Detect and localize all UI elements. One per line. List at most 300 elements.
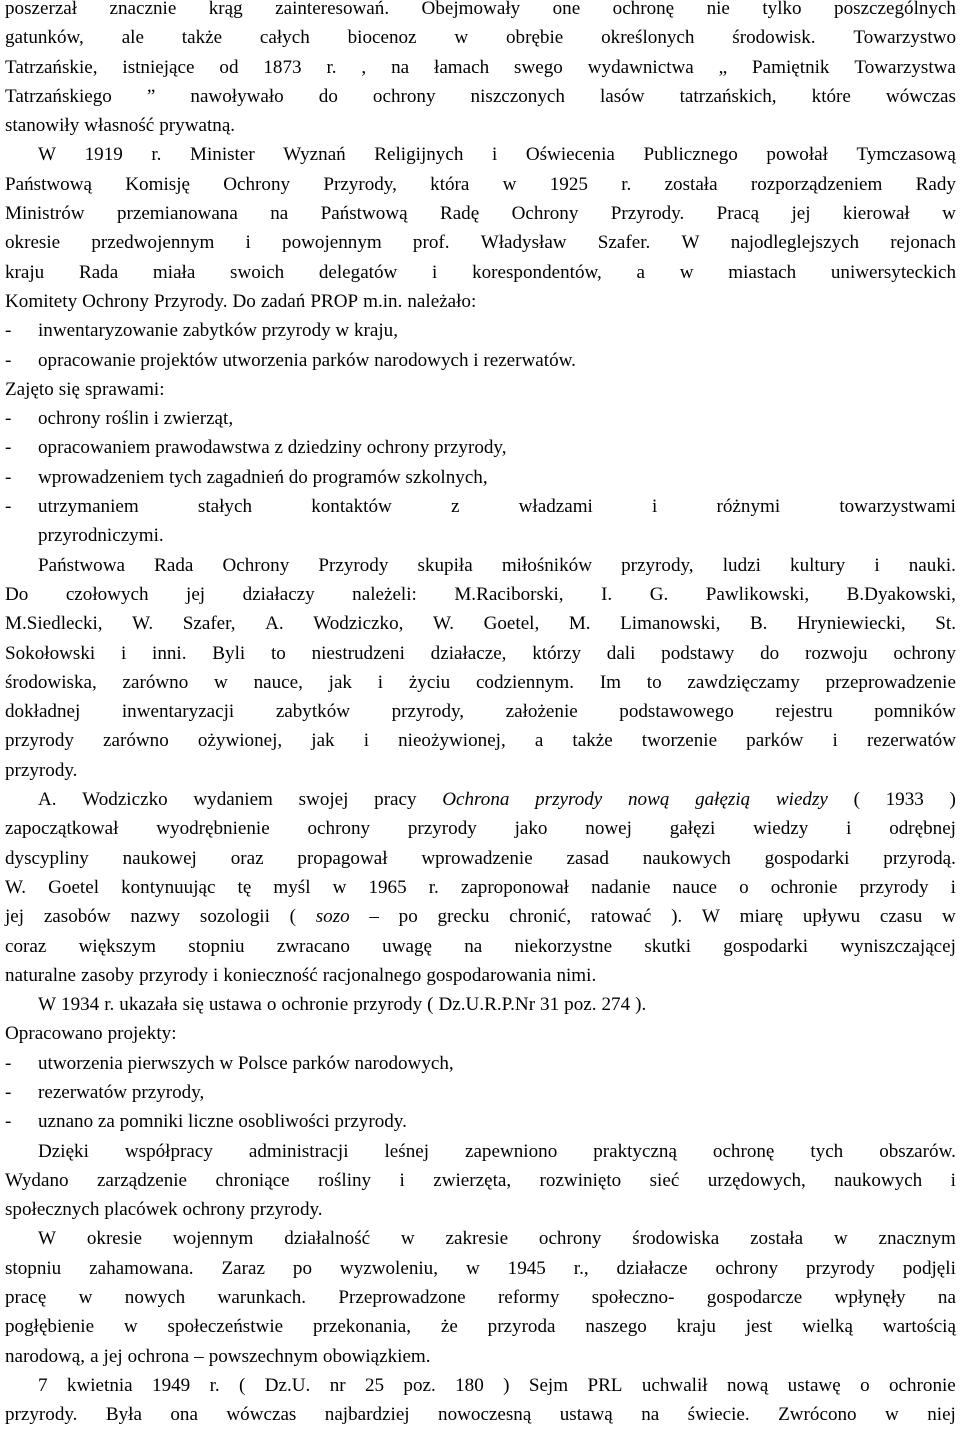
word: W. (132, 613, 154, 635)
word: jej (103, 1345, 123, 1367)
word: jej (5, 906, 25, 928)
word: ). (635, 994, 647, 1016)
word: Ochrony (511, 203, 579, 225)
word: Dz.U. (264, 1374, 311, 1396)
word: 1965 (368, 876, 407, 898)
word: wprowadzenie (421, 847, 533, 869)
word: ustawą (559, 1404, 613, 1426)
word: i (432, 261, 438, 283)
word: to (646, 671, 662, 693)
word: o (739, 876, 749, 898)
word: skutki (644, 935, 692, 957)
word: większym (78, 935, 157, 957)
word: naturalne (5, 964, 77, 986)
word: nauki. (908, 554, 956, 576)
word: zwierzęta, (433, 1169, 512, 1191)
word: ochronę (712, 1140, 775, 1162)
word: jest (745, 1316, 773, 1338)
word: a (534, 730, 544, 752)
word: także (572, 730, 613, 752)
word: w (332, 876, 347, 898)
word: Do (5, 583, 29, 605)
word: gatunków, (5, 27, 84, 49)
text-line (5, 1137, 956, 1166)
word: r. (326, 56, 337, 78)
word: ustawa (208, 994, 262, 1016)
word: konieczność (223, 964, 318, 986)
word: praktyczną (593, 1140, 677, 1162)
word: Wyznań (283, 144, 346, 166)
text-line (5, 873, 956, 902)
word: jak (311, 730, 335, 752)
text-line (5, 375, 956, 404)
word: sozo (315, 906, 350, 928)
word: Goetel (48, 876, 100, 898)
word: M.Siedlecki, (5, 613, 103, 635)
word: i (950, 876, 956, 898)
word: a (90, 1345, 99, 1367)
word: M.Raciborski, (454, 583, 564, 605)
text-line (5, 1400, 956, 1429)
word: r. (209, 1374, 220, 1396)
word: I. (601, 583, 613, 605)
text-line (5, 140, 956, 169)
word: także (181, 27, 223, 49)
word: miastach (728, 261, 797, 283)
word: działacze (616, 1257, 688, 1279)
text-line (5, 492, 956, 521)
word: zasobów (43, 906, 111, 928)
word: czołowych (65, 583, 149, 605)
word: 1925 (549, 173, 588, 195)
word: Przyrody. (153, 290, 228, 312)
word: środowiska (632, 1228, 720, 1250)
word: Byli (212, 642, 246, 664)
word: i (363, 730, 370, 752)
word: przyrody, (391, 701, 465, 723)
word: inwentaryzacji (121, 701, 235, 723)
bullet-text: rezerwatów przyrody, (38, 1081, 205, 1103)
word: Publicznego (643, 144, 738, 166)
word: ochronie (281, 994, 349, 1016)
word: zasad (566, 847, 609, 869)
text-line (5, 1224, 956, 1253)
word: przyroda (487, 1316, 556, 1338)
word: rośliny (318, 1169, 372, 1191)
word: dali (606, 642, 636, 664)
word: obowiązkiem. (322, 1345, 431, 1367)
word: Zaraz (221, 1257, 265, 1279)
word: gałęzi (669, 818, 716, 840)
word: określonych (601, 27, 695, 49)
word: miłośników (501, 554, 592, 576)
word: po (398, 906, 418, 928)
word: przyrody (535, 789, 603, 811)
word: Rada (78, 261, 119, 283)
word: 180 (455, 1374, 484, 1396)
word: placówek (104, 1199, 178, 1221)
word: została (750, 1228, 804, 1250)
word: W (38, 994, 57, 1016)
word: naukowej (122, 847, 197, 869)
word: zainteresowań. (275, 0, 390, 19)
word: nauce, (253, 671, 303, 693)
word: ochrony (893, 642, 956, 664)
word: tylko (762, 0, 802, 19)
word: zapoczątkował (5, 818, 119, 840)
word: którzy (532, 642, 581, 664)
word: na (937, 1287, 956, 1309)
text-line (5, 756, 956, 785)
word: przekonania, (312, 1316, 412, 1338)
word: a (636, 261, 646, 283)
word: tatrzańskich, (679, 85, 777, 107)
word: gałęzią (695, 789, 751, 811)
word: 1945 (507, 1257, 546, 1279)
word: poszczególnych (834, 0, 956, 19)
word: Pawlikowski, (705, 583, 810, 605)
text-line (5, 1195, 956, 1224)
word: A. (38, 789, 57, 811)
word: zaproponował (460, 876, 569, 898)
word: pogłębienie (5, 1316, 95, 1338)
word: własność (84, 115, 155, 137)
word: do (760, 642, 780, 664)
word: uchwalił (641, 1374, 708, 1396)
word: Do (232, 290, 256, 312)
word: Rady (915, 173, 956, 195)
word: na (464, 935, 483, 957)
word: i (846, 818, 852, 840)
word: powołał (766, 144, 828, 166)
word: wydaniem (193, 789, 273, 811)
word: zarządzenie (96, 1169, 188, 1191)
bullet-dash: - (5, 437, 12, 459)
text-line (5, 551, 956, 580)
word: 1873 (263, 56, 302, 78)
word: przyrody, (621, 554, 694, 576)
word: zadań (260, 290, 306, 312)
word: miała (152, 261, 196, 283)
bullet-text: ochrony roślin i zwierząt, (38, 408, 234, 430)
word: wpłynęły (834, 1287, 906, 1309)
word: i (491, 144, 498, 166)
word: Szafer. (597, 232, 651, 254)
word: r. (621, 173, 632, 195)
word: ludzi (722, 554, 761, 576)
word: kraju (5, 261, 45, 283)
word: zwracano (276, 935, 350, 957)
word: od (219, 56, 239, 78)
word: jej (791, 203, 811, 225)
word: obrębie (506, 27, 564, 49)
word: – (194, 1345, 204, 1367)
word: niekorzystne (514, 935, 613, 957)
word: m.in. (363, 290, 403, 312)
word: Towarzystwo (853, 27, 956, 49)
word: i (377, 671, 384, 693)
word: przyrody (859, 876, 929, 898)
word: okresie (5, 232, 61, 254)
word: wojennym (172, 1228, 254, 1250)
word: Zwrócono (778, 1404, 857, 1426)
word: Przyrody (318, 554, 389, 576)
word: naukowych (642, 847, 731, 869)
word: jej (186, 583, 206, 605)
word: wartością (882, 1316, 956, 1338)
word: Dz.U.R.P.Nr (438, 994, 536, 1016)
word: zakresie (445, 1228, 509, 1250)
word: poszerzał (5, 0, 78, 19)
word: w (942, 203, 956, 225)
word: projekty: (107, 1023, 177, 1045)
word: B.Dyakowski, (846, 583, 956, 605)
word: nową (726, 1374, 769, 1396)
word: ( (239, 1374, 246, 1396)
word: przemianowana (116, 203, 238, 225)
word: G. (649, 583, 669, 605)
word: uwagę (382, 935, 432, 957)
word: chronić, (509, 906, 572, 928)
word: i (399, 1169, 405, 1191)
word: najodleglejszych (730, 232, 859, 254)
word: narodową, (5, 1345, 86, 1367)
word: która (430, 173, 470, 195)
word: rejestru (775, 701, 833, 723)
word: Zajęto (5, 378, 54, 400)
word: rozwoju (804, 642, 868, 664)
word: Wydano (5, 1169, 69, 1191)
word: Ochrona (442, 789, 510, 811)
word: kontynuując (121, 876, 216, 898)
word: Ministrów (5, 203, 85, 225)
word: zarówno (103, 730, 169, 752)
word: należało: (407, 290, 477, 312)
word: władzami (518, 496, 593, 518)
word: przyrody. (5, 759, 78, 781)
bullet-dash: - (5, 466, 12, 488)
word: 1933 (885, 789, 924, 811)
word: do (318, 85, 338, 107)
word: stanowiły (5, 115, 80, 137)
word: w (833, 1228, 848, 1250)
word: Wodziczko (82, 789, 168, 811)
word: Państwową (5, 173, 92, 195)
word: ochronę (612, 0, 675, 19)
word: podjęli (902, 1257, 956, 1279)
word: poz. (403, 1374, 436, 1396)
word: społeczno- (591, 1287, 675, 1309)
text-line (5, 726, 956, 755)
word: Tatrzańskiego (5, 85, 112, 107)
word: Minister (189, 144, 255, 166)
word: ). (671, 906, 683, 928)
word: całych (259, 27, 310, 49)
word: powojennym (282, 232, 382, 254)
word: i (245, 232, 251, 254)
word: Szafer, (182, 613, 236, 635)
word: o (266, 994, 277, 1016)
word: ratować (590, 906, 652, 928)
word: jako (514, 818, 548, 840)
text-line (5, 814, 956, 843)
bullet-dash: - (5, 408, 12, 430)
word: to (270, 642, 286, 664)
word: dokładnej (5, 701, 81, 723)
word: 25 (364, 1374, 385, 1396)
word: rozwinięto (539, 1169, 622, 1191)
word: pracy (374, 789, 417, 811)
word: W. (432, 613, 455, 635)
word: „ (718, 56, 728, 78)
word: urzędowych, (707, 1169, 806, 1191)
word: przyrody (353, 994, 423, 1016)
word: i (120, 642, 127, 664)
word: rezerwatów (866, 730, 956, 752)
word: ( (853, 789, 860, 811)
word: i (652, 496, 658, 518)
word: nawoływało (190, 85, 284, 107)
word: reformy (497, 1287, 560, 1309)
word: Dzięki (38, 1140, 89, 1162)
text-line (5, 990, 956, 1019)
word: 1949 (152, 1374, 191, 1396)
word: skupiła (417, 554, 473, 576)
word: najbardziej (324, 1404, 410, 1426)
text-line (5, 433, 956, 462)
word: PROP (310, 290, 359, 312)
word: propagował (297, 847, 388, 869)
text-line (5, 844, 956, 873)
word: wyodrębnienie (156, 818, 270, 840)
word: A. (265, 613, 284, 635)
word: stałych (197, 496, 253, 518)
word: Państwowa (38, 554, 125, 576)
word: życiu (408, 671, 451, 693)
word: środowiska, (5, 671, 97, 693)
word: Przyrody, (323, 173, 397, 195)
word: Oświecenia (525, 144, 615, 166)
word: wówczas (226, 1404, 297, 1426)
word: gospodarki (764, 847, 850, 869)
text-line (5, 199, 956, 228)
word: korespondentów, (472, 261, 602, 283)
word: które (811, 85, 851, 107)
word: Radę (439, 203, 480, 225)
word: W (701, 906, 720, 928)
word: Obejmowały (421, 0, 521, 19)
word: – (369, 906, 379, 928)
word: niestrudzeni (311, 642, 405, 664)
word: Przeprowadzone (338, 1287, 466, 1309)
word: ( (427, 994, 434, 1016)
word: założenie (505, 701, 578, 723)
word: Sejm (528, 1374, 569, 1396)
word: działacze, (430, 642, 507, 664)
word: społecznych (5, 1199, 100, 1221)
word: wiedzy (775, 789, 828, 811)
word: z (450, 496, 460, 518)
word: się (58, 378, 80, 400)
word: wydawnictwa (587, 56, 694, 78)
word: W (681, 232, 700, 254)
word: prywatną. (159, 115, 236, 137)
word: Religijnych (374, 144, 464, 166)
word: Limanowski, (620, 613, 721, 635)
word: Była (105, 1404, 142, 1426)
text-line (5, 580, 956, 609)
word: obszarów. (879, 1140, 956, 1162)
word: rejonach (890, 232, 956, 254)
word: nowej (585, 818, 632, 840)
word: r. (151, 144, 162, 166)
word: przeprowadzenie (825, 671, 956, 693)
word: PRL (587, 1374, 623, 1396)
word: wiedzy (753, 818, 809, 840)
bullet-text: opracowaniem prawodawstwa z dziedziny ochrony przyrody, (38, 437, 507, 459)
word: nie (706, 0, 730, 19)
word: gospodarki (723, 935, 809, 957)
word: Państwową (320, 203, 408, 225)
word: kraju (676, 1316, 716, 1338)
word: zahamowana. (89, 1257, 194, 1279)
word: lasów (599, 85, 645, 107)
word: wielką (802, 1316, 853, 1338)
word: ochrony (182, 1199, 246, 1221)
word: ochrona (127, 1345, 190, 1367)
word: nr (329, 1374, 346, 1396)
word: została (664, 173, 718, 195)
text-line (5, 53, 956, 82)
text-line (5, 0, 956, 23)
word: 31 (540, 994, 560, 1016)
text-line (5, 902, 956, 931)
word: się (182, 994, 204, 1016)
word: wówczas (885, 85, 956, 107)
word: parków (746, 730, 804, 752)
word: swoich (230, 261, 285, 283)
bullet-dash: - (5, 349, 12, 371)
word: tych (810, 1140, 844, 1162)
word: Sokołowski (5, 642, 96, 664)
word: działalność (284, 1228, 371, 1250)
word: ukazała (119, 994, 178, 1016)
word: w (679, 261, 694, 283)
word: Ochrony (222, 554, 290, 576)
bullet-text: uznano za pomniki liczne osobliwości przyrody. (38, 1111, 407, 1133)
text-line (5, 1107, 956, 1136)
word: Ochrony (223, 173, 291, 195)
word: miarę (739, 906, 784, 928)
word: Komisję (125, 173, 190, 195)
word: leśnej (384, 1140, 430, 1162)
word: przyrody (5, 730, 74, 752)
bullet-text: inwentaryzowanie zabytków przyrody w kraju, (38, 320, 399, 342)
bullet-text: utworzenia pierwszych w Polsce parków narodowych, (38, 1052, 454, 1074)
text-line (5, 697, 956, 726)
word: w (78, 1287, 93, 1309)
word: kultury (790, 554, 846, 576)
text-line (5, 1342, 956, 1371)
bullet-text (38, 492, 956, 521)
word: kierował (842, 203, 910, 225)
word: zapewniono (464, 1140, 558, 1162)
word: ochrony (372, 85, 436, 107)
word: przyrody (805, 1257, 875, 1279)
word: przyrody. (5, 1404, 78, 1426)
word: Rada (154, 554, 194, 576)
bullet-dash: - (5, 496, 12, 518)
